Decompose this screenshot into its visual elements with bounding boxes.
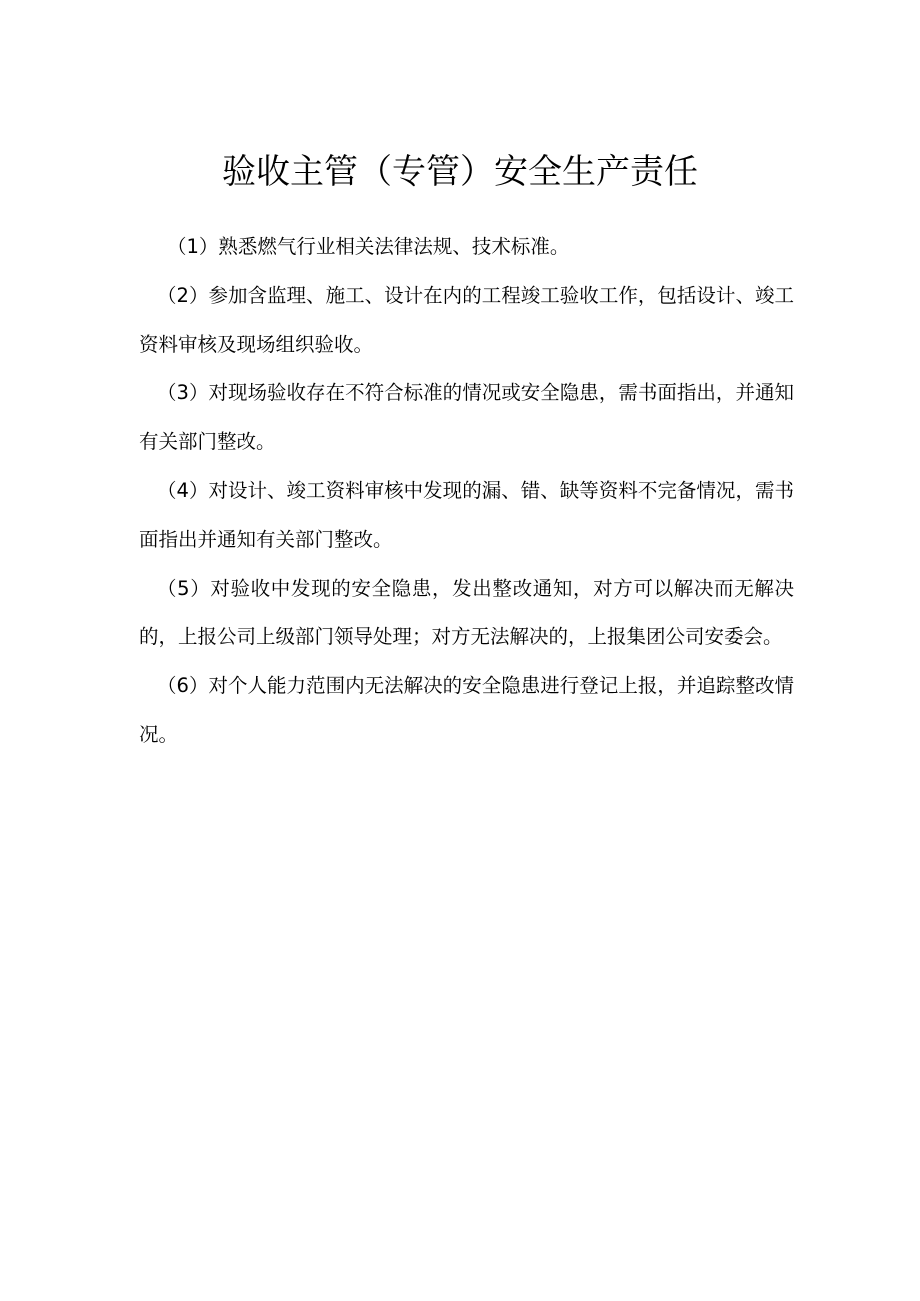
document-body [139,223,794,760]
page-title: 验收主管（专管）安全生产责任 [222,152,698,192]
paragraph-2: （2）参加含监理、施工、设计在内的工程竣工验收工作，包括设计、竣工资料审核及现场组织验收。 [139,283,794,356]
paragraph-5: （5）对验收中发现的安全隐患，发出整改通知，对方可以解决而无解决的，上报公司上级部门领导处理；对方无法解决的，上报集团公司安委会。 [139,576,794,649]
paragraph-4: （4）对设计、竣工资料审核中发现的漏、错、缺等资料不完备情况，需书面指出并通知有关部门整改。 [139,478,794,551]
paragraph-3: （3）对现场验收存在不符合标准的情况或安全隐患，需书面指出，并通知有关部门整改。 [139,381,794,454]
paragraph-1: （1）熟悉燃气行业相关法律法规、技术标准。 [167,235,570,258]
paragraph-6: （6）对个人能力范围内无法解决的安全隐患进行登记上报，并追踪整改情况。 [139,674,794,746]
